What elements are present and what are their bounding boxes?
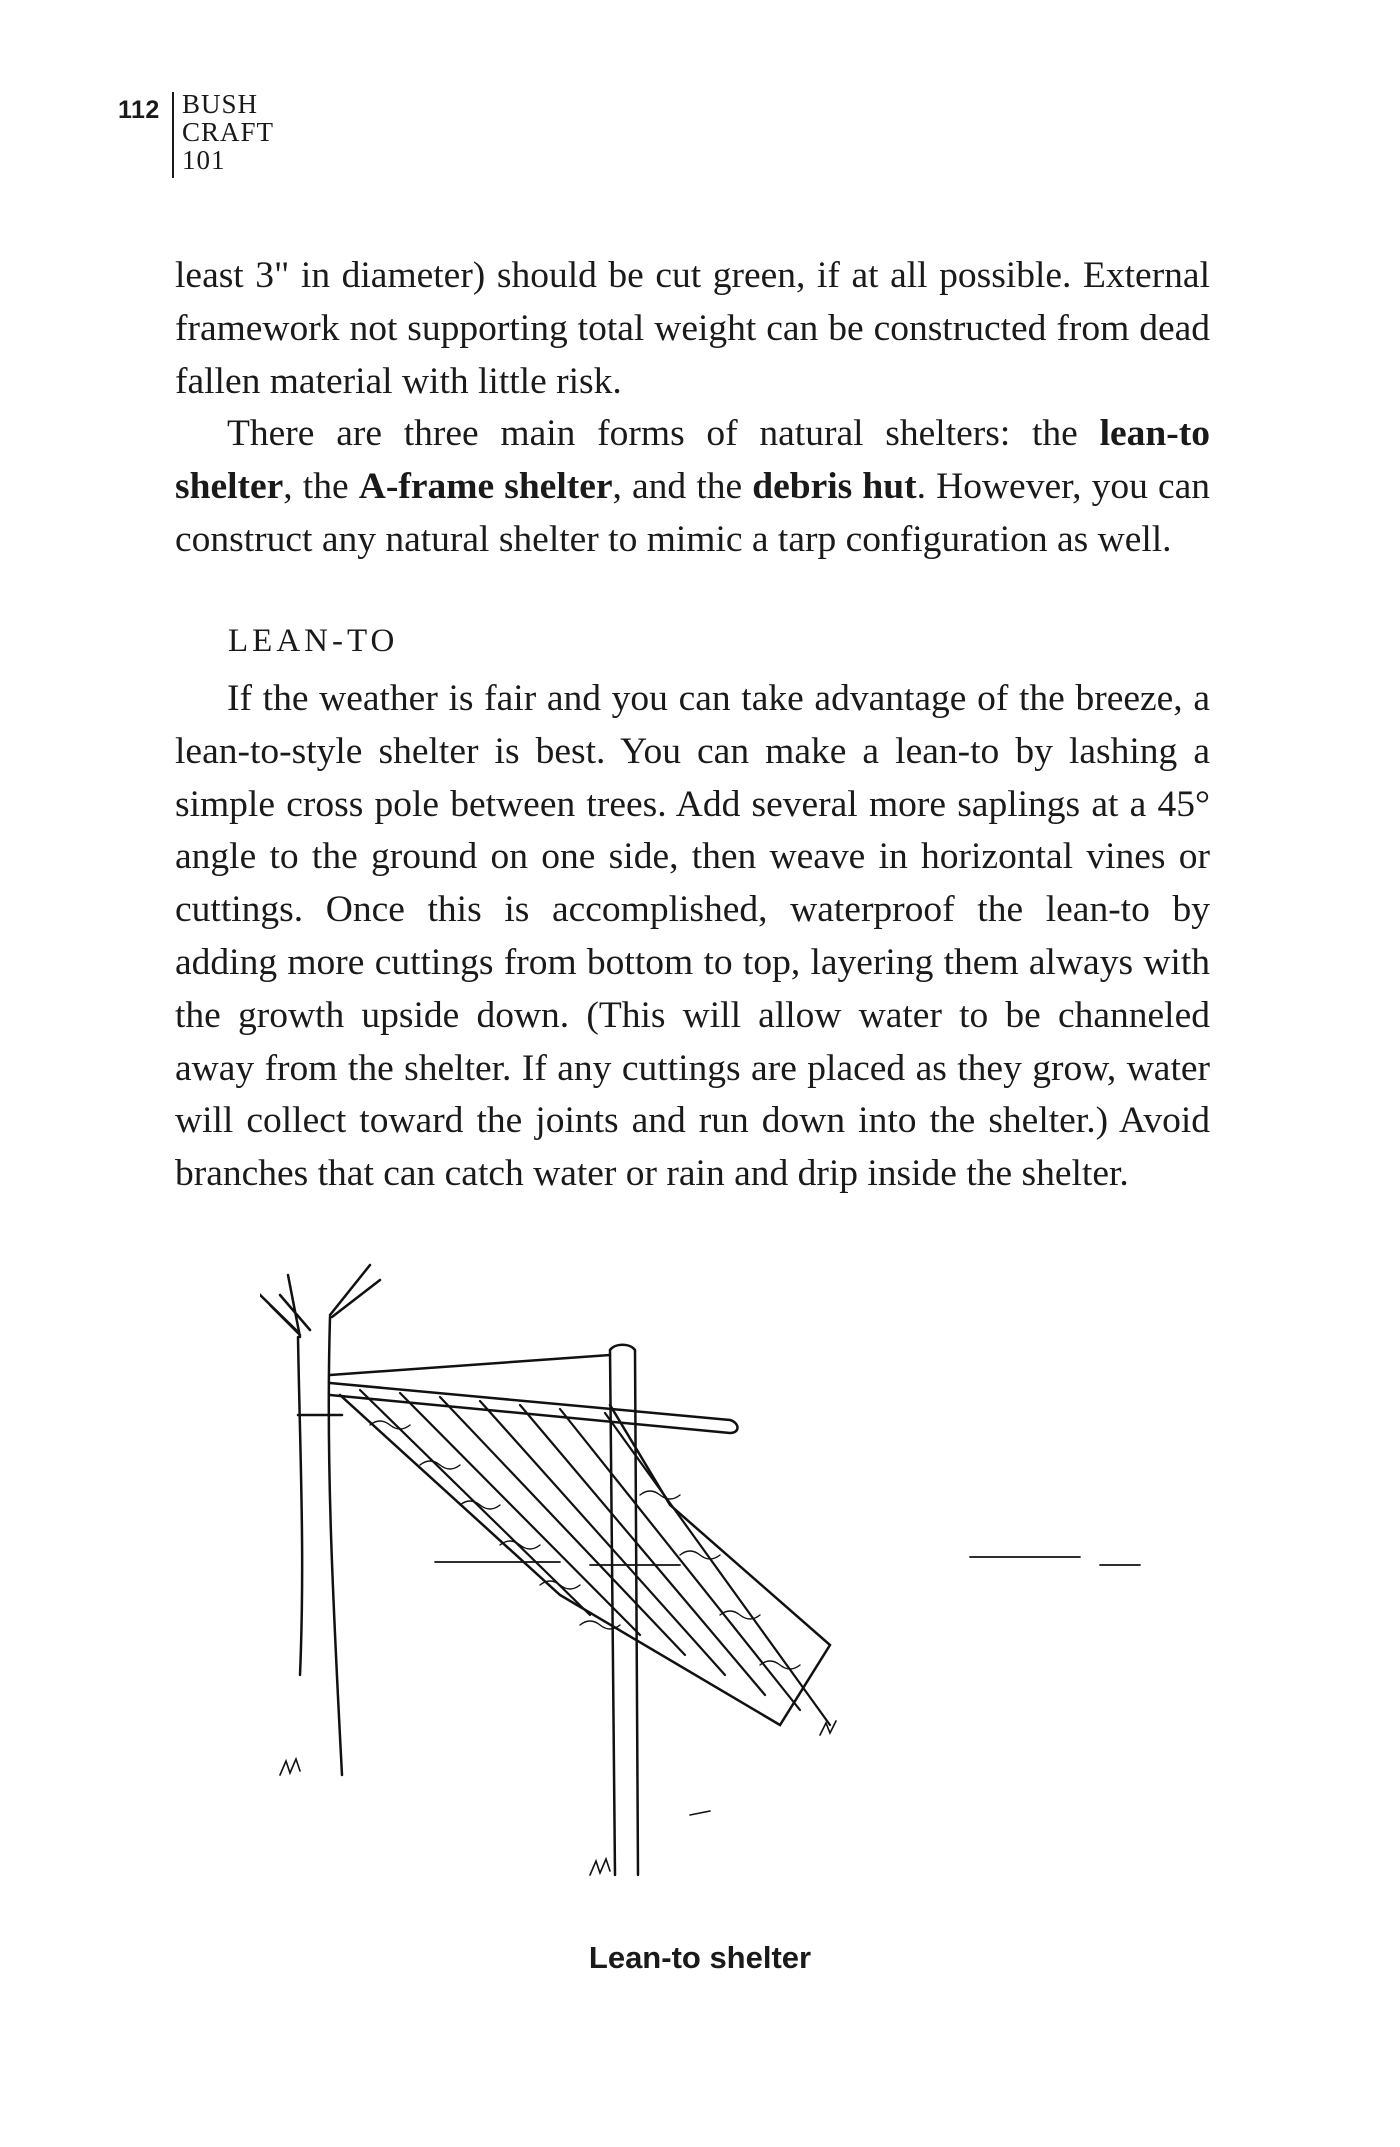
text-run: , the	[283, 466, 359, 508]
text-run: , and the	[612, 466, 753, 508]
running-header	[118, 90, 418, 190]
page-number: 112	[118, 96, 160, 124]
paragraph	[175, 408, 1210, 566]
term-debris-hut: debris hut	[752, 466, 917, 508]
book-title-line: BUSH	[182, 89, 259, 119]
text-run: There are three main forms of natural shelters: the	[227, 413, 1100, 455]
lean-to-illustration	[260, 1255, 1160, 1895]
foliage	[370, 1421, 800, 1669]
tree-branches	[260, 1265, 380, 1337]
intro-text	[175, 250, 1210, 567]
tree-trunk	[298, 1317, 342, 1775]
paragraph: least 3" in diameter) should be cut green, if at all possible. External framework not supporting total weight can be constructed from dead fallen material with little risk.	[175, 255, 1210, 402]
term-lean-to: lean-to shelter	[175, 413, 1210, 508]
book-title	[182, 90, 274, 174]
section-heading: LEAN-TO	[228, 623, 399, 659]
book-title-line: 101	[182, 145, 226, 175]
sapling	[400, 1393, 640, 1635]
roof-outline	[330, 1355, 830, 1725]
header-divider	[172, 92, 174, 178]
grass-tuft	[280, 1721, 836, 1875]
text-run: . However, you can construct any natural shelter to mimic a tarp configuration as well.	[175, 466, 1210, 560]
ground-line	[435, 1557, 1140, 1565]
section-text	[175, 673, 1210, 1201]
term-a-frame: A-frame shelter	[358, 466, 613, 508]
figure-caption: Lean-to shelter	[588, 1940, 812, 1975]
paragraph: If the weather is fair and you can take advantage of the breeze, a lean-to-style shelter is best. You can make a lean-to by lashing a simple cross pole between trees. Add several more saplings at a 45° angle to the ground on one side, then weave in horizontal vines or cuttings. Once this is accomplished, waterproof the lean-to by adding more cuttings from bottom to top, layering them always with the growth upside down. (This will allow water to be channeled away from the shelter. If any cuttings are placed as they grow, water will collect toward the joints and run down into the shelter.) Avoid branches that can catch water or rain and drip inside the shelter.	[175, 678, 1210, 1195]
sapling	[605, 1413, 830, 1725]
sapling	[480, 1401, 725, 1675]
book-title-line: CRAFT	[182, 117, 275, 147]
sapling	[440, 1397, 685, 1655]
